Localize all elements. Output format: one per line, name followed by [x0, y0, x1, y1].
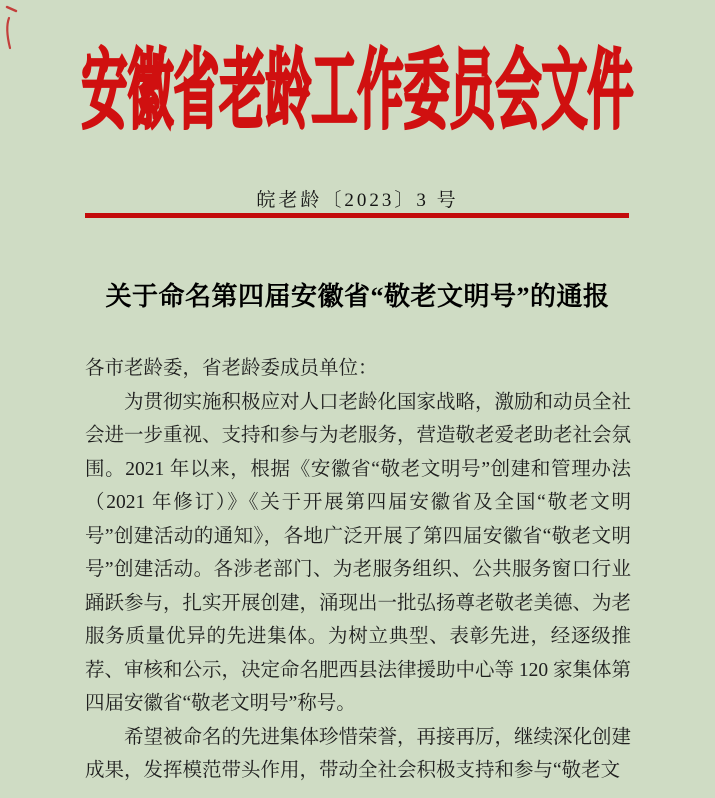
salutation: 各市老龄委，省老龄委成员单位： — [85, 358, 378, 379]
document-title: 关于命名第四届安徽省“敬老文明号”的通报 — [105, 282, 610, 311]
organization-name: 安徽省老龄工作委员会文件 — [81, 43, 634, 140]
document-number: 皖老龄〔2023〕3 号 — [256, 190, 459, 211]
document-body — [85, 352, 631, 788]
paragraph-2: 希望被命名的先进集体珍惜荣誉，再接再厉，继续深化创建成果，发挥模范带头作用，带动全社会积极支持和参与“敬老文 — [85, 726, 632, 781]
document-header-title — [0, 44, 715, 140]
paragraph-1: 为贯彻实施积极应对人口老龄化国家战略，激励和动员全社会进一步重视、支持和参与为老服务，营造敬老爱老助老社会氛围。2021 年以来，根据《安徽省“敬老文明号”创建和管理办法（2021 年修订）》《关于开展第四届安徽省及全国“敬老文明号”创建活动的通知》，各地广泛开展了第四届安徽省“敬老文明号”创建活动。各涉老部门、为老服务组织、公共服务窗口行业踊跃参与，扎实开展创建，涌现出一批弘扬尊老敬老美德、为老服务质量优异的先进集体。为树立典型、表彰先进，经逐级推荐、审核和公示，决定命名肥西县法律援助中心等 120 家集体第四届安徽省“敬老文明号”称号。 — [85, 391, 632, 714]
red-separator-line — [85, 213, 629, 218]
